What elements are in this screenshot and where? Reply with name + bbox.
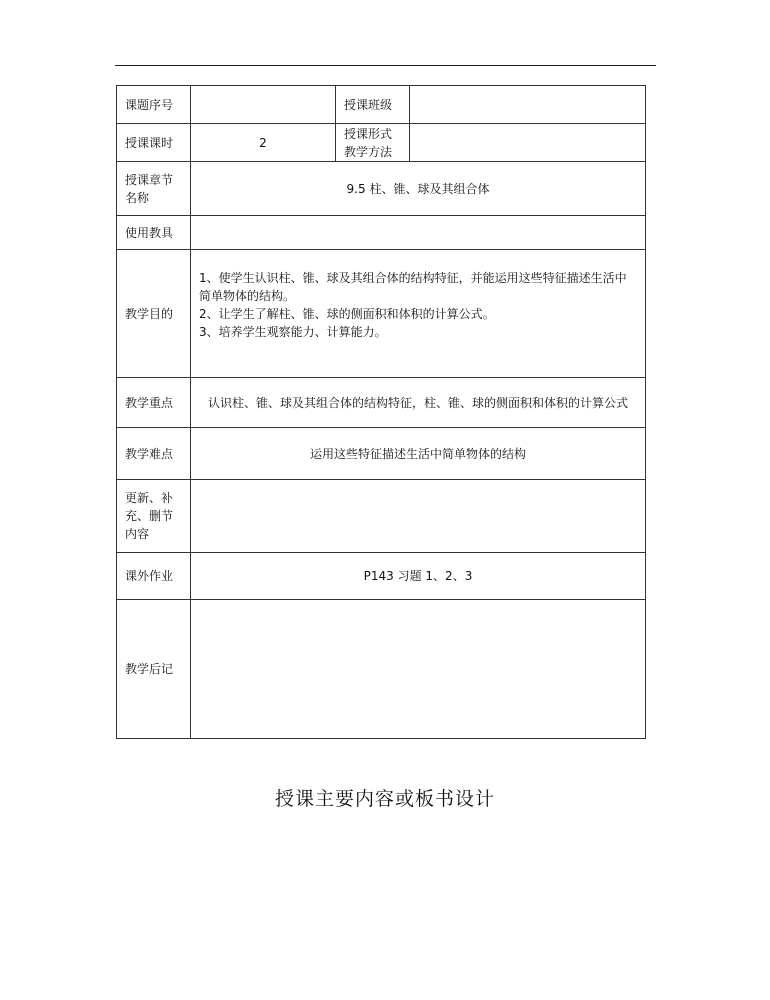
value-class[interactable]	[410, 86, 646, 124]
label-class: 授课班级	[336, 86, 410, 124]
row-hours	[117, 124, 646, 162]
value-homework[interactable]: P143 习题 1、2、3	[191, 553, 646, 600]
value-notes[interactable]	[191, 600, 646, 739]
value-form-method[interactable]	[410, 124, 646, 162]
value-lesson-number[interactable]	[191, 86, 336, 124]
label-chapter: 授课章节名称	[117, 162, 191, 216]
label-notes: 教学后记	[117, 600, 191, 739]
row-chapter	[117, 162, 646, 216]
section-heading: 授课主要内容或板书设计	[274, 788, 495, 810]
header-rule	[115, 65, 656, 66]
value-hours[interactable]: 2	[191, 124, 336, 162]
label-updates: 更新、补充、删节内容	[117, 480, 191, 553]
objective-item: 2、让学生了解柱、锥、球的侧面积和体积的计算公式。	[199, 306, 495, 321]
value-objectives[interactable]	[191, 250, 646, 378]
label-tools: 使用教具	[117, 216, 191, 250]
label-hours: 授课课时	[117, 124, 191, 162]
label-method: 教学方法	[344, 144, 393, 159]
row-objectives	[117, 250, 646, 378]
row-homework	[117, 553, 646, 600]
value-updates[interactable]	[191, 480, 646, 553]
label-objectives: 教学目的	[117, 250, 191, 378]
lesson-plan-table	[116, 85, 646, 739]
row-lesson-number	[117, 86, 646, 124]
row-difficulties	[117, 428, 646, 480]
label-difficulties: 教学难点	[117, 428, 191, 480]
objective-item: 3、培养学生观察能力、计算能力。	[199, 324, 387, 339]
label-homework: 课外作业	[117, 553, 191, 600]
label-form: 授课形式	[344, 126, 393, 141]
label-form-method	[336, 124, 410, 162]
label-key-points: 教学重点	[117, 378, 191, 428]
label-lesson-number: 课题序号	[117, 86, 191, 124]
row-key-points	[117, 378, 646, 428]
row-updates	[117, 480, 646, 553]
value-tools[interactable]	[191, 216, 646, 250]
value-chapter[interactable]: 9.5 柱、锥、球及其组合体	[191, 162, 646, 216]
objective-item: 1、使学生认识柱、锥、球及其组合体的结构特征，并能运用这些特征描述生活中简单物体的结构。	[199, 270, 627, 303]
row-notes	[117, 600, 646, 739]
row-tools	[117, 216, 646, 250]
value-key-points[interactable]: 认识柱、锥、球及其组合体的结构特征，柱、锥、球的侧面积和体积的计算公式	[191, 378, 646, 428]
value-difficulties[interactable]: 运用这些特征描述生活中简单物体的结构	[191, 428, 646, 480]
